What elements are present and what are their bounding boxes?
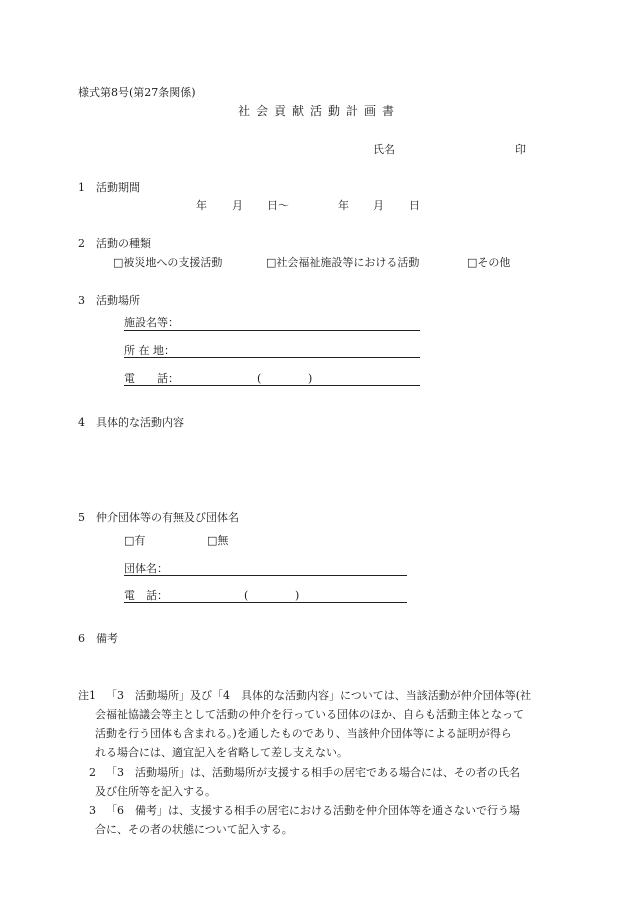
intermediary-yes-checkbox[interactable]: □有: [124, 534, 146, 547]
document-title: 社会貢献活動計画書: [238, 104, 401, 118]
group-phone-paren-close: ): [295, 589, 300, 602]
note-3-prefix: 3: [89, 804, 96, 817]
name-label: 氏名: [373, 143, 395, 156]
address-label: 所 在 地：: [124, 344, 175, 357]
phone-label: 電 話：: [124, 372, 179, 385]
group-name-field[interactable]: [124, 575, 407, 576]
start-month-label: 月: [232, 199, 243, 212]
address-field[interactable]: [124, 357, 420, 358]
phone-paren-close: ): [308, 372, 313, 385]
activity-type-welfare-checkbox[interactable]: □社会福祉施設等における活動: [266, 256, 420, 269]
phone-field[interactable]: [124, 385, 420, 386]
section-6-heading: 6 備考: [78, 632, 118, 645]
facility-name-label: 施設名等：: [124, 316, 179, 329]
section-4-heading: 4 具体的な活動内容: [78, 416, 184, 429]
note-3-line-2: 合に、その者の状態について記入する。: [95, 823, 293, 836]
note-1-line-3: 活動を行う団体も含まれる。)を通したものであり、当該仲介団体等による証明が得ら: [95, 727, 512, 740]
note-1-line-2: 会福祉協議会等主として活動の仲介を行っている団体のほか、自らも活動主体となって: [95, 708, 524, 721]
seal-label: 印: [515, 143, 526, 156]
intermediary-no-checkbox[interactable]: □無: [207, 534, 229, 547]
phone-paren-open: (: [257, 372, 262, 385]
activity-type-other-checkbox[interactable]: □その他: [467, 256, 511, 269]
section-2-heading: 2 活動の種類: [78, 237, 151, 250]
note-2-prefix: 2: [89, 766, 96, 779]
start-year-label: 年: [196, 199, 207, 212]
section-5-heading: 5 仲介団体等の有無及び団体名: [78, 511, 239, 524]
group-phone-field[interactable]: [124, 602, 407, 603]
form-number: 様式第8号(第27条関係): [78, 86, 196, 99]
note-2-line-1: 「3 活動場所」は、活動場所が支援する相手の居宅である場合には、その者の氏名: [106, 766, 520, 779]
end-month-label: 月: [373, 199, 384, 212]
end-year-label: 年: [338, 199, 349, 212]
section-3-heading: 3 活動場所: [78, 294, 140, 307]
note-1-prefix: 注1: [78, 689, 96, 702]
note-1-line-1: 「3 活動場所」及び「4 具体的な活動内容」については、当該活動が仲介団体等(社: [106, 689, 532, 702]
section-1-heading: 1 活動期間: [78, 181, 140, 194]
remarks-area[interactable]: [95, 650, 555, 678]
activity-type-disaster-checkbox[interactable]: □被災地への支援活動: [113, 256, 223, 269]
start-day-label: 日〜: [267, 199, 289, 212]
facility-name-field[interactable]: [124, 330, 420, 331]
end-day-label: 日: [409, 199, 420, 212]
group-phone-label: 電 話：: [124, 589, 168, 602]
group-phone-paren-open: (: [244, 589, 249, 602]
note-3-line-1: 「6 備考」は、支援する相手の居宅における活動を仲介団体等を通さないで行う場: [106, 804, 520, 817]
note-2-line-2: 及び住所等を記入する。: [95, 785, 216, 798]
activity-details-area[interactable]: [95, 433, 555, 503]
note-1-line-4: れる場合には、適宜記入を省略して差し支えない。: [95, 746, 348, 759]
group-name-label: 団体名：: [124, 562, 168, 575]
